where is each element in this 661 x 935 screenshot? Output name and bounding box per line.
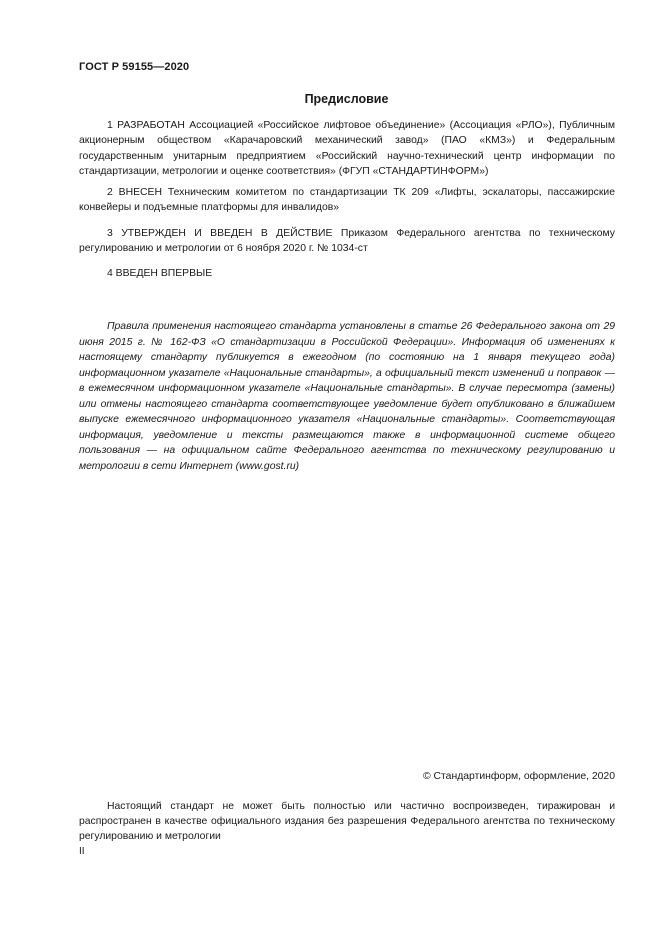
document-header-code: ГОСТ Р 59155—2020 [79,61,190,73]
reproduction-notice: Настоящий стандарт не может быть полностью или частично воспроизведен, тиражирован и распространен в качестве официального издания без разрешения Федерального агентства по техническому регулированию и метрологии [79,801,615,842]
application-rules-notice: Правила применения настоящего стандарта установлены в статье 26 Федерального закона от 29 июня 2015 г. № 162-ФЗ «О стандартизации в Российской Федерации». Информация об изменениях к настоящему стандарту публикуется в ежегодном (по состоянию на 1 января текущего года) информационном указателе «Национальные стандарты», а официальный текст изменений и поправок — в ежемесячном информационном указателе «Национальные стандарты». В случае пересмотра (замены) или отмены настоящего стандарта соответствующее уведомление будет опубликовано в ближайшем выпуске ежемесячного информационного указателя «Национальные стандарты». Соответствующая информация, уведомление и тексты размещаются также в информационной системе общего пользования — на официальном сайте Федерального агентства по техническому регулированию и метрологии в сети Интернет (www.gost.ru) [79,321,615,472]
copyright-line: © Стандартинформ, оформление, 2020 [422,771,615,782]
section-title: Предисловие [304,92,389,106]
foreword-item-3: 3 УТВЕРЖДЕН И ВВЕДЕН В ДЕЙСТВИЕ Приказом Федерального агентства по техническому регулированию и метрологии от 6 ноября 2020 г. № 1034-ст [79,228,615,255]
foreword-item-4: 4 ВВЕДЕН ВПЕРВЫЕ [107,268,213,279]
foreword-item-1: 1 РАЗРАБОТАН Ассоциацией «Российское лифтовое объединение» (Ассоциация «РЛО»), Публичным акционерным обществом «Карачаровский механический завод» (ПАО «КМЗ») и Федеральным государственным унитарным предприятием «Российский научно-технический центр информации по стандартизации, метрологии и оценке соответствия» (ФГУП «СТАНДАРТИНФОРМ») [79,120,615,178]
page-number: II [79,846,85,857]
foreword-item-2: 2 ВНЕСЕН Техническим комитетом по стандартизации ТК 209 «Лифты, эскалаторы, пассажирские конвейеры и подъемные платформы для инвалидов» [79,187,615,214]
